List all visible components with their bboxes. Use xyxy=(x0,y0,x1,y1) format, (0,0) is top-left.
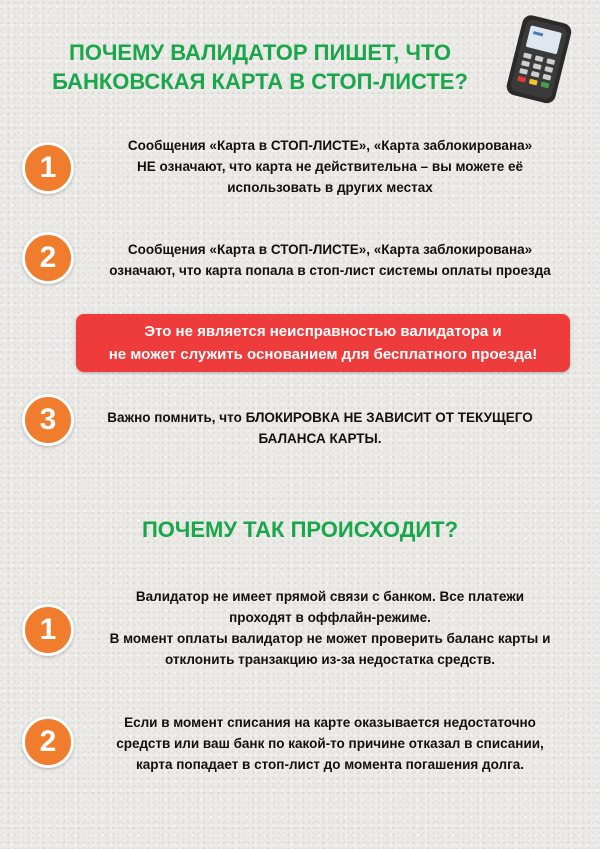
text-line: Сообщения «Карта в СТОП-ЛИСТЕ», «Карта заблокирована» xyxy=(127,138,533,153)
text-line: карта попадает в стоп-лист до момента погашения долга. xyxy=(136,757,524,772)
text-line: Важно помнить, что БЛОКИРОВКА НЕ ЗАВИСИТ ОТ ТЕКУЩЕГО xyxy=(107,410,533,425)
number-badge-2: 2 xyxy=(22,232,74,284)
section1-item-1-text xyxy=(90,135,570,198)
text-line: использовать в других местах xyxy=(227,180,433,195)
text-line: В момент оплаты валидатор не может проверить баланс карты и xyxy=(109,631,551,646)
section-title xyxy=(0,515,600,544)
number-badge-1: 1 xyxy=(22,604,74,656)
warning-line-2: не может служить основанием для бесплатного проезда! xyxy=(108,346,538,363)
text-line: проходят в оффлайн-режиме. xyxy=(229,610,431,625)
section1-item-3-text xyxy=(90,407,550,449)
title-line-1: ПОЧЕМУ ВАЛИДАТОР ПИШЕТ, ЧТО xyxy=(69,40,451,65)
text-line: БАЛАНСА КАРТЫ. xyxy=(258,431,382,446)
warning-banner xyxy=(76,314,570,372)
text-line: отклонить транзакцию из-за недостатка средств. xyxy=(164,652,496,667)
payment-terminal-icon xyxy=(492,14,584,104)
text-line: НЕ означают, что карта не действительна – вы можете её xyxy=(137,159,523,174)
section2-item-2-text xyxy=(80,712,580,775)
page-title xyxy=(40,38,480,96)
number-badge-2: 2 xyxy=(22,716,74,768)
number-badge-1: 1 xyxy=(22,142,74,194)
warning-line-1: Это не является неисправностью валидатора и xyxy=(144,323,502,340)
text-line: Если в момент списания на карте оказывается недостаточно xyxy=(124,715,536,730)
text-line: средств или ваш банк по какой-то причине отказал в списании, xyxy=(116,736,544,751)
text-line: Сообщения «Карта в СТОП-ЛИСТЕ», «Карта заблокирована» xyxy=(127,242,533,257)
number-badge-3: 3 xyxy=(22,394,74,446)
text-line: Валидатор не имеет прямой связи с банком. Все платежи xyxy=(135,589,525,604)
section1-item-2-text xyxy=(90,239,570,281)
text-line: означают, что карта попала в стоп-лист системы оплаты проезда xyxy=(109,263,551,278)
title-line-2: БАНКОВСКАЯ КАРТА В СТОП-ЛИСТЕ? xyxy=(52,69,468,94)
section2-title: ПОЧЕМУ ТАК ПРОИСХОДИТ? xyxy=(141,517,459,542)
section2-item-1-text xyxy=(80,586,580,670)
